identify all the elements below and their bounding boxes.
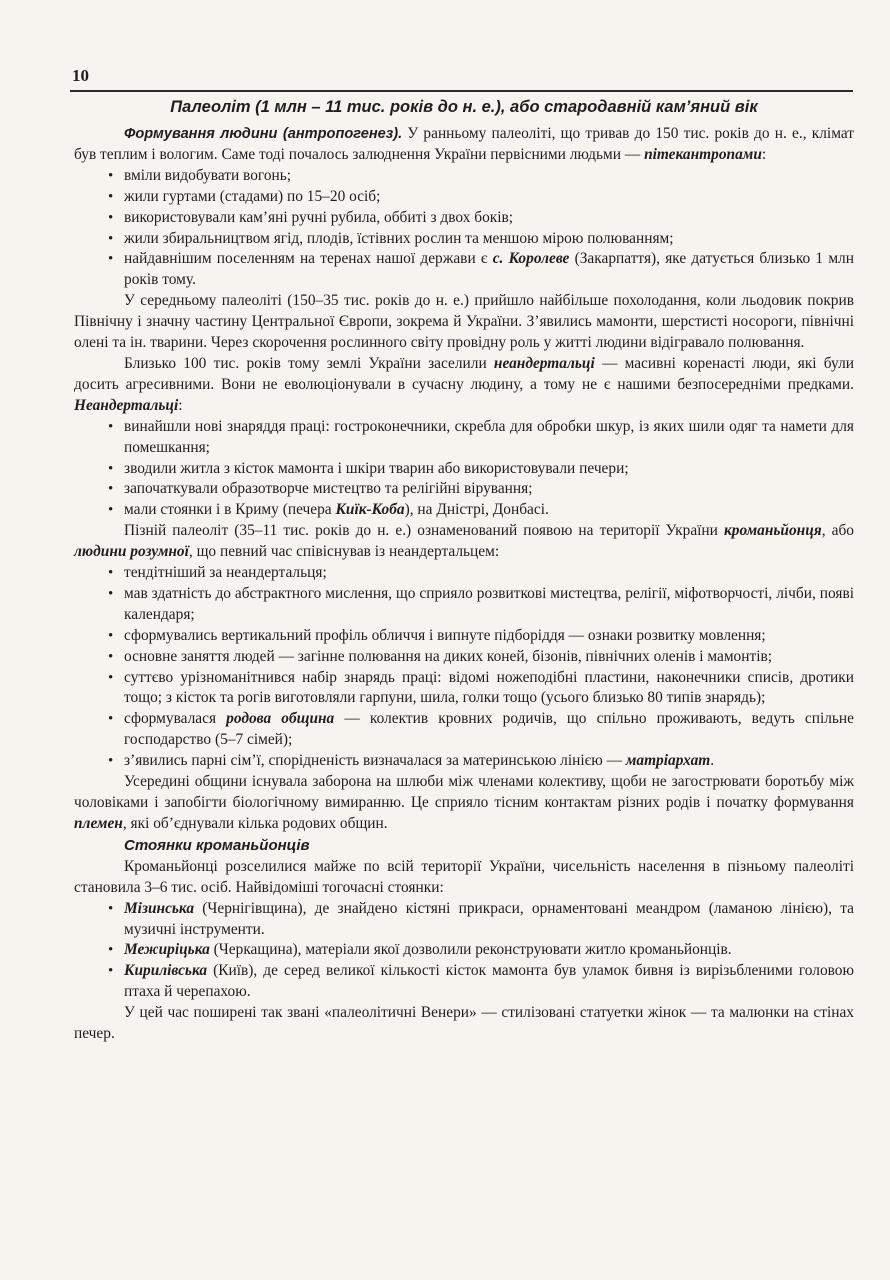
- list-item: • жили збиральництвом ягід, плодів, їстівних рослин та меншою мірою полюванням;: [74, 229, 854, 250]
- paragraph-text: Усередині общини існувала заборона на шлюби між членами колективу, щоби не загострювати боротьбу між чоловіками і запобігти біологічному вимиранню. Це сприяло тісним контактам різних родів і початку формування: [74, 773, 854, 811]
- subheading-sites: Стоянки кроманьйонців: [124, 836, 310, 854]
- page-title: Палеоліт (1 млн – 11 тис. років до н. е.), або стародавній кам’яний вік: [170, 98, 758, 116]
- list-item: [74, 751, 854, 772]
- paragraph-text-middle: , або: [821, 522, 854, 540]
- term-pithecanthropus: пітекантропами: [644, 145, 762, 163]
- paragraph-middle-paleolithic: У середньому палеоліті (150–35 тис. років до н. е.) прийшло найбільше похолодання, коли льодовик покрив Північну і значну частину Центральної Європи, зокрема й України. З’явились мамонти, шерстисті носороги, північні олені та ін. тварини. Через скорочення рослинного світу провідну роль у житті людини відігравало полювання.: [74, 292, 854, 352]
- runin-heading: Формування людини (антропогенез).: [124, 126, 403, 142]
- paragraph-venus: У цей час поширені так звані «палеолітичні Венери» — стилізовані статуетки жінок — та малюнки на стінах печер.: [74, 1004, 854, 1043]
- list-item: • суттєво урізноманітнився набір знарядь праці: відомі ножеподібні пластини, наконечники списів, дротики тощо; з кісток та рогів виготовляли гарпуни, шила, голки тощо (усього близько 80 типів знарядь);: [74, 668, 854, 710]
- site-name: Мізинська: [124, 899, 195, 917]
- list-item: • започаткували образотворче мистецтво та релігійні вірування;: [74, 479, 854, 500]
- place-koroleve: с. Королеве: [492, 250, 570, 268]
- site-description: (Чернігівщина), де знайдено кістяні прикраси, орнаментовані меандром (ламаною лінією), та музичні інструменти.: [124, 899, 854, 938]
- paragraph-text: Близько 100 тис. років тому землі України заселили: [124, 354, 494, 372]
- list-item: [74, 249, 854, 291]
- site-name: Кирилівська: [124, 962, 208, 980]
- list-item-text-end: (Закарпаття), яке датується близько 1 млн років тому.: [124, 250, 854, 289]
- site-item: [74, 899, 854, 941]
- site-description: (Київ), де серед великої кількості кісток мамонта був уламок бивня із вирізьбленими головою птаха й черепахою.: [124, 962, 854, 1001]
- list-item: • мав здатність до абстрактного мислення, що сприяло розвиткові мистецтва, релігії, міфотворчості, лічби, появі календаря;: [74, 584, 854, 626]
- list-item: • жили гуртами (стадами) по 15–20 осіб;: [74, 187, 854, 208]
- pithecanthropus-list: [74, 166, 854, 291]
- list-item-text: найдавнішим поселенням на теренах нашої держави є: [124, 250, 493, 268]
- list-item: • основне заняття людей — загінне полювання на диких коней, бізонів, північних оленів і мамонтів;: [74, 647, 854, 668]
- term-tribes: племен: [74, 814, 123, 832]
- page-number: 10: [72, 66, 89, 85]
- list-item-text: з’явились парні сім’ї, спорідненість визначалася за материнською лінією —: [124, 752, 626, 770]
- list-item: • тендітніший за неандертальця;: [74, 563, 854, 584]
- place-kiik-koba: Киїк-Коба: [335, 501, 405, 519]
- term-homo-sapiens: людини розумної: [74, 543, 189, 561]
- site-name: Межиріцька: [124, 941, 210, 959]
- list-item: • сформувались вертикальний профіль обличчя і випнуте підборіддя — ознаки розвитку мовлення;: [74, 626, 854, 647]
- paragraph-neanderthals: [74, 354, 854, 417]
- list-item: • винайшли нові знаряддя праці: гостроконечники, скребла для обробки шкур, із яких шили одяг та намети для помешкання;: [74, 417, 854, 459]
- neanderthal-list: [74, 417, 854, 522]
- term-clan-community: родова община: [226, 710, 335, 728]
- term-neanderthals-2: Неандертальці: [74, 396, 179, 414]
- paragraph-marriage-taboo: [74, 772, 854, 835]
- list-item-text-end: ), на Дністрі, Донбасі.: [404, 501, 549, 519]
- page-content: [74, 96, 854, 1045]
- term-matriarchy: матріархат: [625, 752, 711, 770]
- paragraph-text: Пізній палеоліт (35–11 тис. років до н. е.) ознаменований появою на території України: [124, 522, 724, 540]
- cromagnon-list: [74, 563, 854, 772]
- paragraph-sites-intro: Кроманьйонці розселилися майже по всій території України, чисельність населення в пізньому палеоліті становила 3–6 тис. осіб. Найвідоміші тогочасні стоянки:: [74, 857, 854, 896]
- list-item: [74, 500, 854, 521]
- list-item: • вміли видобувати вогонь;: [74, 166, 854, 187]
- sites-list: [74, 899, 854, 1004]
- list-item-text-end: .: [710, 752, 715, 770]
- paragraph-text-middle: — масивні коренасті люди, які були досить агресивними. Вони не еволюціонували в сучасну людину, а тому не є нашими безпосередніми предками.: [74, 354, 854, 393]
- paragraph-anthropogenesis: [74, 124, 854, 166]
- list-item: • зводили житла з кісток мамонта і шкіри тварин або використовували печери;: [74, 459, 854, 480]
- site-item: [74, 940, 854, 961]
- list-item-text: сформувалася: [124, 710, 227, 728]
- site-description: (Черкащина), матеріали якої дозволили реконструювати житло кроманьйонців.: [209, 941, 732, 959]
- paragraph-text-end: :: [178, 396, 183, 414]
- list-item: [74, 709, 854, 751]
- term-neanderthals: неандертальці: [493, 354, 595, 372]
- list-item: • використовували кам’яні ручні рубила, оббиті з двох боків;: [74, 208, 854, 229]
- paragraph-text-end: :: [761, 145, 767, 163]
- site-item: [74, 961, 854, 1003]
- paragraph-text: У ранньому палеоліті, що тривав до 150 тис. років до н. е., клімат був теплим і вологим. Саме тоді почалось залюднення України первісними людьми —: [74, 125, 854, 163]
- paragraph-late-paleolithic: [74, 521, 854, 563]
- term-cromagnon: кроманьйонця: [723, 522, 822, 540]
- paragraph-text-end: , що певний час співіснував із неандертальцем:: [188, 543, 500, 561]
- header-rule: [70, 90, 853, 92]
- paragraph-text-end: , які об’єднували кілька родових общин.: [122, 814, 388, 832]
- list-item-text: мали стоянки і в Криму (печера: [124, 501, 336, 519]
- list-item-text-end: — колектив кровних родичів, що спільно проживають, ведуть спільне господарство (5–7 сімей);: [124, 710, 854, 749]
